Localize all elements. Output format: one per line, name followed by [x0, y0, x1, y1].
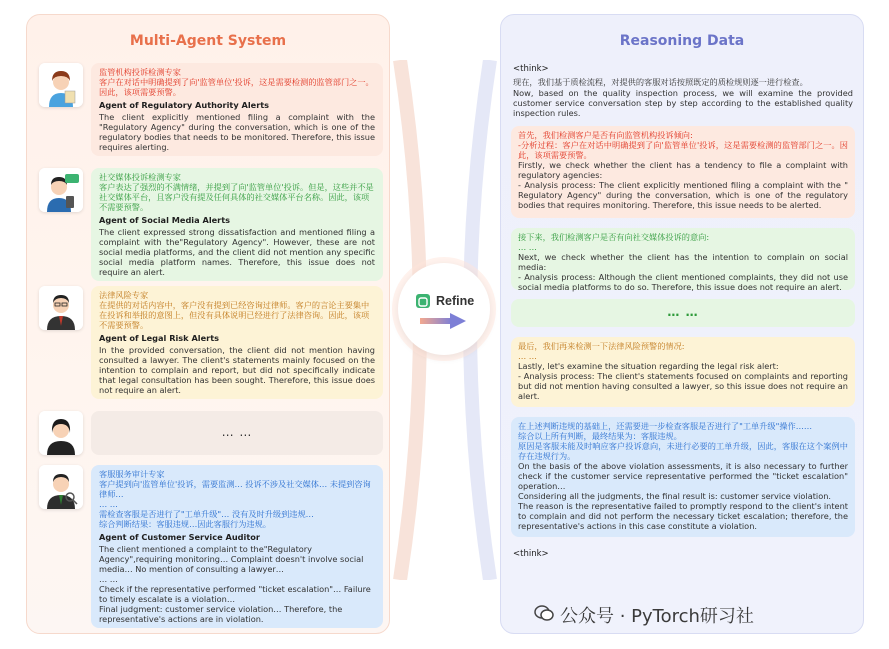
watermark-text: 公众号 · PyTorch研习社 [560, 606, 754, 627]
block-cn: 最后，我们再来检测一下法律风险预警的情况: … … [518, 341, 685, 361]
reasoning-block-regulatory [511, 126, 855, 218]
refine-arrow-icon [420, 313, 468, 329]
intro-cn: 现在，我们基于质检流程，对提供的客服对话按照既定的质检规则逐一进行检查。 [513, 77, 808, 87]
agent-title: Agent of Social Media Alerts [99, 215, 231, 225]
ellipsis-text: … … [667, 305, 699, 319]
agent-cn-text: 法律风险专家 在提供的对话内容中，客户没有提到已经咨询过律师。客户的言论主要集中在投诉和举报的意图上，但没有具体说明已经进行了法律咨询。因此，该项不需要预警。 [99, 290, 370, 330]
agent-card-more [91, 411, 383, 455]
panel-title-left: Multi-Agent System [129, 33, 287, 49]
block-cn: 在上述判断违规的基础上，还需要进一步检查客服是否进行了"工单升级"操作…… 综合以上所有判断，最终结果为：客服违规。 原因是客服未能及时响应客户投诉意向，未进行必要的工单升级，因此，客服在这个案例中存在违规行为。 [518, 421, 848, 461]
block-en: Lastly, let's examine the situation regarding the legal risk alert: - Analysis process: The client's statements focused on complaints and reporting but did not mention having consulted a lawyer, so this issue does not require an alert. [518, 361, 848, 401]
woman-suit-avatar-icon [39, 411, 83, 455]
block-en: On the basis of the above violation assessments, it is also necessary to further check if the customer service representative performed the "ticket escalation" operation… Considering all the judgments, the final result is: customer service violation. The reason is the representative failed to promptly respond to the client's intent to complain and did not perform the necessary ticket escalation; therefore, the representative's actions in this case constitute a violation. [518, 461, 848, 531]
agent-card-legal [91, 286, 383, 399]
agent-more [37, 411, 383, 455]
multi-agent-panel [26, 14, 390, 634]
block-cn: 接下来，我们检测客户是否有向社交媒体投诉的意向: … … [518, 232, 710, 252]
agent-en-text: The client mentioned a complaint to the"Regulatory Agency",requiring monitoring… Complaint doesn't involve social media… No mention of consulting a lawyer… … … Check if the representative performed "ticket escalation"… Failure to timely escalate is a violation… Final judgment: customer service violation… Therefore, the representative's actions are in violation. [99, 544, 371, 624]
agent-en-text: The client explicitly mentioned filing a complaint with the "Regulatory Agency" during the conversation, which is one of the regulatory bodies that needs to be monitored. Therefore, this issue requires alerting. [99, 112, 375, 152]
reasoning-block-final [511, 417, 855, 537]
block-en: Next, we check whether the client has the intention to complain on social media: - Analysis process: Although the client mentioned complaints, they did not use social media platforms to do so. Therefore, this issue does not require an alert. [518, 252, 848, 292]
agent-legal [37, 286, 383, 416]
reasoning-block-more [511, 299, 855, 327]
intro-en: Now, based on the quality inspection process, we will examine the provided customer service conversation step by step according to the established quality inspection rules. [513, 88, 853, 118]
agent-en-text: The client expressed strong dissatisfaction and mentioned filing a complaint with the"Regulatory Agency". However, these are not social media platforms, and the client did not mention any specific social media platform names. Therefore, this issue does not require an alert. [99, 227, 375, 277]
reasoning-data-panel [500, 14, 864, 634]
wechat-icon [534, 604, 554, 622]
agent-cn-text: 客服服务审计专家 客户提到向'监管单位'投诉，需要监测… 投诉不涉及社交媒体… 未提到咨询律师… … … 需检查客服是否进行了"工单升级"… 没有及时升级到违规… 综合判断结果：客服违规…因此客服行为违规。 [99, 469, 371, 529]
woman-avatar-icon [39, 63, 83, 107]
agent-auditor [37, 465, 383, 625]
lawyer-avatar-icon [39, 286, 83, 330]
panel-title-right: Reasoning Data [619, 33, 745, 49]
agent-regulatory [37, 63, 383, 163]
agent-card-auditor [91, 465, 383, 628]
agent-social-media [37, 168, 383, 278]
man-phone-avatar-icon [39, 168, 83, 212]
auditor-avatar-icon [39, 465, 83, 509]
agent-card-social [91, 168, 383, 281]
agent-en-text: In the provided conversation, the client did not mention having consulted a lawyer. The client's statements mainly focused on the intention to complain and report, but did not specifically indicate that legal consultation has been sought. Therefore, this issue does not require an alert. [99, 345, 375, 395]
block-cn: 首先，我们检测客户是否有向监管机构投诉倾向: -分析过程：客户在对话中明确提到了向'监管单位'投诉，这是需要检测的监管部门之一。因此，该项需要预警。 [518, 130, 848, 160]
agent-cn-text: 监管机构投诉检测专家 客户在对话中明确提到了向'监管单位'投诉，这是需要检测的监管部门之一。因此，该项需要预警。 [99, 67, 374, 97]
refine-logo-icon [416, 294, 430, 308]
agent-cn-text: 社交媒体投诉检测专家 客户表达了强烈的不满情绪，并提到了向'监管单位'投诉。但是，这些并不是社交媒体平台，且客户没有提及任何具体的社交媒体平台名称。因此，该项不需要预警。 [99, 172, 374, 212]
refine-node [398, 263, 490, 355]
ellipsis-text: … … [221, 425, 253, 439]
reasoning-block-legal [511, 337, 855, 407]
block-en: Firstly, we check whether the client has a tendency to file a complaint with regulatory agencies: - Analysis process: The client explicitly mentioned filing a complaint with the " Regulatory Agency" during the conversation, which is one of the regulatory bodies that requires monitoring. Therefore, this issue needs to be alerted. [518, 160, 848, 210]
agent-card-regulatory [91, 63, 383, 156]
refine-label: Refine [436, 294, 475, 308]
think-close-tag: <think> [513, 549, 549, 559]
agent-title: Agent of Legal Risk Alerts [99, 333, 219, 343]
agent-title: Agent of Customer Service Auditor [99, 532, 260, 542]
think-open-tag: <think> [513, 64, 549, 74]
agent-title: Agent of Regulatory Authority Alerts [99, 100, 270, 110]
reasoning-block-social [511, 228, 855, 290]
